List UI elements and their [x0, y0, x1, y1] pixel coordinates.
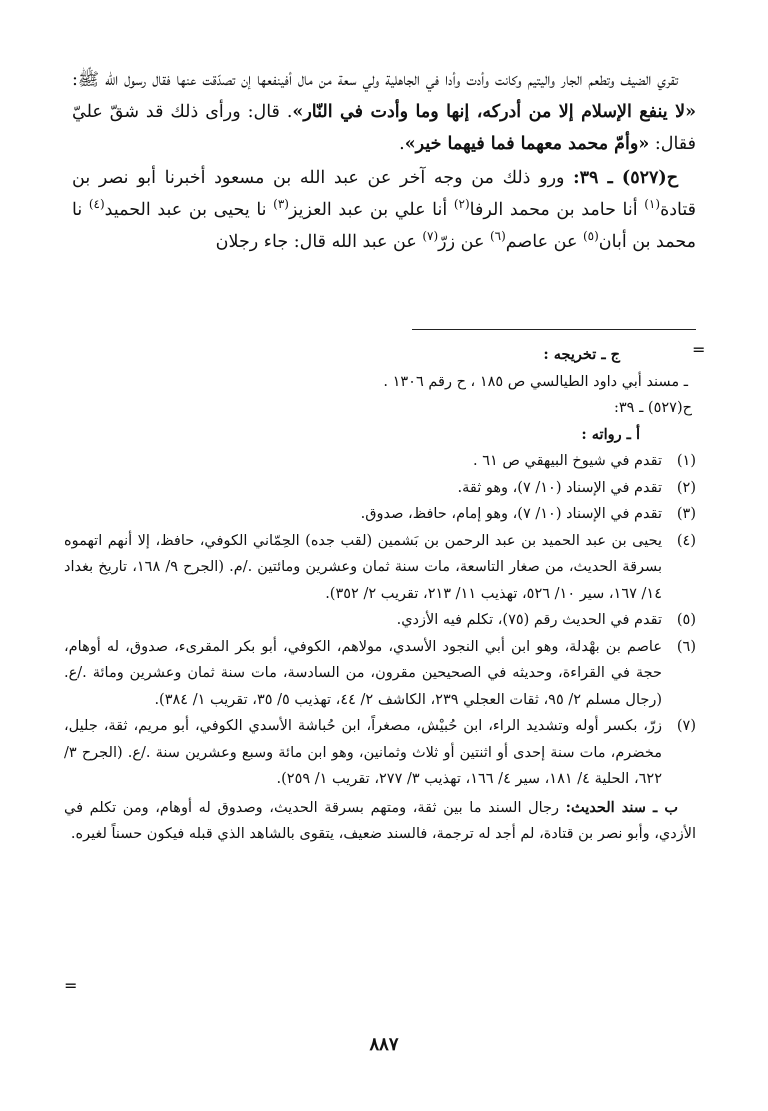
footnote-separator: [412, 329, 696, 330]
isnad-text: أنا حامد بن محمد الرفا: [469, 200, 645, 220]
footnote-item: [64, 607, 696, 634]
footnotes: [64, 342, 696, 848]
footnote-text: يحيى بن عبد الحميد بن عبد الرحمن بن بَشمين (لقب جده) الحِمّاني الكوفي، حافظ، إلا أنهم اتهموه بسرقة الحديث، من صغار التاسعة، مات سنة ثمان وعشرين ومائتين ./م. (الجرح ٩/ ١٦٨، تاريخ بغداد ١٤/ ١٦٧، سير ١٠/ ٥٢٦، تهذيب ١١/ ٢١٣، تقريب ٢/ ٣٥٢).: [64, 532, 662, 602]
continuation-marker: =: [64, 976, 78, 995]
footnote-number: (٤): [676, 532, 696, 549]
section-heading-takhrij: ج ـ تخريجه :: [543, 346, 620, 363]
main-paragraph-2: [72, 162, 696, 258]
footnote-number: (٢): [676, 479, 696, 496]
isnad-text: عن زرّ: [438, 232, 490, 252]
footnote-number: (٦): [676, 638, 696, 655]
hadith-number: ح(٥٢٧) ـ ٣٩:: [573, 168, 678, 188]
prophet-quote: «وأمّ محمد معهما فما فيهما خير»: [404, 134, 650, 154]
page-number: ٨٨٧: [369, 1034, 399, 1055]
isnad-text: أنا علي بن عبد العزيز: [288, 200, 454, 220]
isnad-text: عن عبد الله قال: جاء رجلان: [215, 232, 423, 252]
footnote-text: عاصم بن بهْدلة، وهو ابن أبي النجود الأسدي، مولاهم، الكوفي، أبو بكر المقرىء، صدوق، له أوهام، حجة في القراءة، وحديثه في الصحيحين مقرون، من السادسة، مات سنة ثمان وعشرين ومائة ./ع. (رجال مسلم ٢/ ٩٥، ثقات العجلي ٢٣٩، الكاشف ٢/ ٤٤، تهذيب ٥/ ٣٥، تقريب ١/ ٣٨٤).: [64, 638, 662, 708]
footnote-ref[interactable]: (٦): [489, 229, 506, 244]
footnote-item: [64, 528, 696, 608]
footnote-text: تقدم في الإسناد (١٠/ ٧)، وهو إمام، حافظ، صدوق.: [360, 506, 662, 522]
prophet-quote: «لا ينفع الإسلام إلا من أدركه، إنها وما وأدت في النّار»: [292, 102, 697, 122]
footnote-ref[interactable]: (٢): [453, 197, 470, 212]
sanad-heading: ب ـ سند الحديث:: [565, 798, 678, 816]
isnad-text: ورو ذلك من وجه آخر عن عبد الله بن مسعود أخبرنا أبو نصر بن قتادة: [72, 168, 697, 220]
main-line: . قال: ورأى ذلك قد شقّ عليّ فقال:: [72, 102, 696, 154]
footnote-number: (١): [676, 453, 696, 469]
footnote-ref[interactable]: (٥): [582, 229, 599, 244]
footnote-text: تقدم في شيوخ البيهقي ص ٦١ .: [472, 453, 662, 469]
footnote-number: (٥): [676, 612, 696, 628]
takhrij-source: ـ مسند أبي داود الطيالسي ص ١٨٥ ، ح رقم ١٣٠٦ .: [383, 373, 688, 390]
isnad-text: عن عاصم: [505, 232, 583, 252]
footnote-number: (٧): [676, 718, 696, 734]
isnad-text: نا محمد بن أبان: [72, 200, 696, 252]
footnote-text: زرّ، بكسر أوله وتشديد الراء، ابن حُبيْش، مصغراً، ابن حُباشة الأسدي الكوفي، أبو مريم، ثقة، جليل، مخضرم، مات سنة إحدى أو اثنتين أو ثلاث وثمانين، وهو ابن مائة وسبع وعشرين سنة ./ع. (الجرح ٣/ ٦٢٢، الحلية ٤/ ١٨١، سير ٤/ ١٦٦، تهذيب ٣/ ٢٧٧، تقريب ١/ ٢٥٩).: [64, 718, 662, 787]
footnote-ref[interactable]: (١): [644, 197, 661, 212]
main-line: تقري الضيف وتطعم الجار واليتيم وكانت وأدت وأدا في الجاهلية ولي سعة من مال: [297, 70, 678, 90]
main-paragraph-1: [72, 64, 696, 160]
sanad-text: رجال السند ما بين ثقة، ومتهم بسرقة الحديث، وصدوق له أوهام، ومن تكلم في الأزدي، وأبو نصر بن قتادة، لم أجد له ترجمة، فالسند ضعيف، يتقوى بالشاهد الذي قبله فيكون حسناً لغيره.: [64, 799, 696, 842]
footnote-text: تقدم في الحديث رقم (٧٥)، تكلم فيه الأزدي.: [396, 612, 662, 628]
main-line: أفينفعها إن تصدّقت عنها فقال رسول الله ﷺ:: [72, 70, 292, 90]
continuation-marker: =: [692, 340, 706, 359]
footnote-item: [64, 501, 696, 528]
footnote-ref[interactable]: (٣): [273, 197, 289, 212]
footnote-item: [64, 448, 696, 475]
hadith-reference: ح(٥٢٧) ـ ٣٩:: [614, 400, 692, 416]
footnote-item: [64, 634, 696, 714]
sanad-paragraph: [64, 795, 696, 848]
isnad-text: نا يحيى بن عبد الحميد: [104, 200, 274, 220]
footnote-number: (٣): [676, 506, 696, 522]
footnote-item: [64, 713, 696, 793]
footnote-ref[interactable]: (٧): [422, 229, 439, 244]
main-text: [72, 64, 696, 260]
footnote-item: [64, 475, 696, 502]
footnote-text: تقدم في الإسناد (١٠/ ٧)، وهو ثقة.: [457, 479, 662, 496]
main-line: .: [399, 134, 405, 154]
section-heading-narrators: أ ـ رواته :: [581, 425, 640, 443]
footnote-ref[interactable]: (٤): [88, 197, 105, 212]
